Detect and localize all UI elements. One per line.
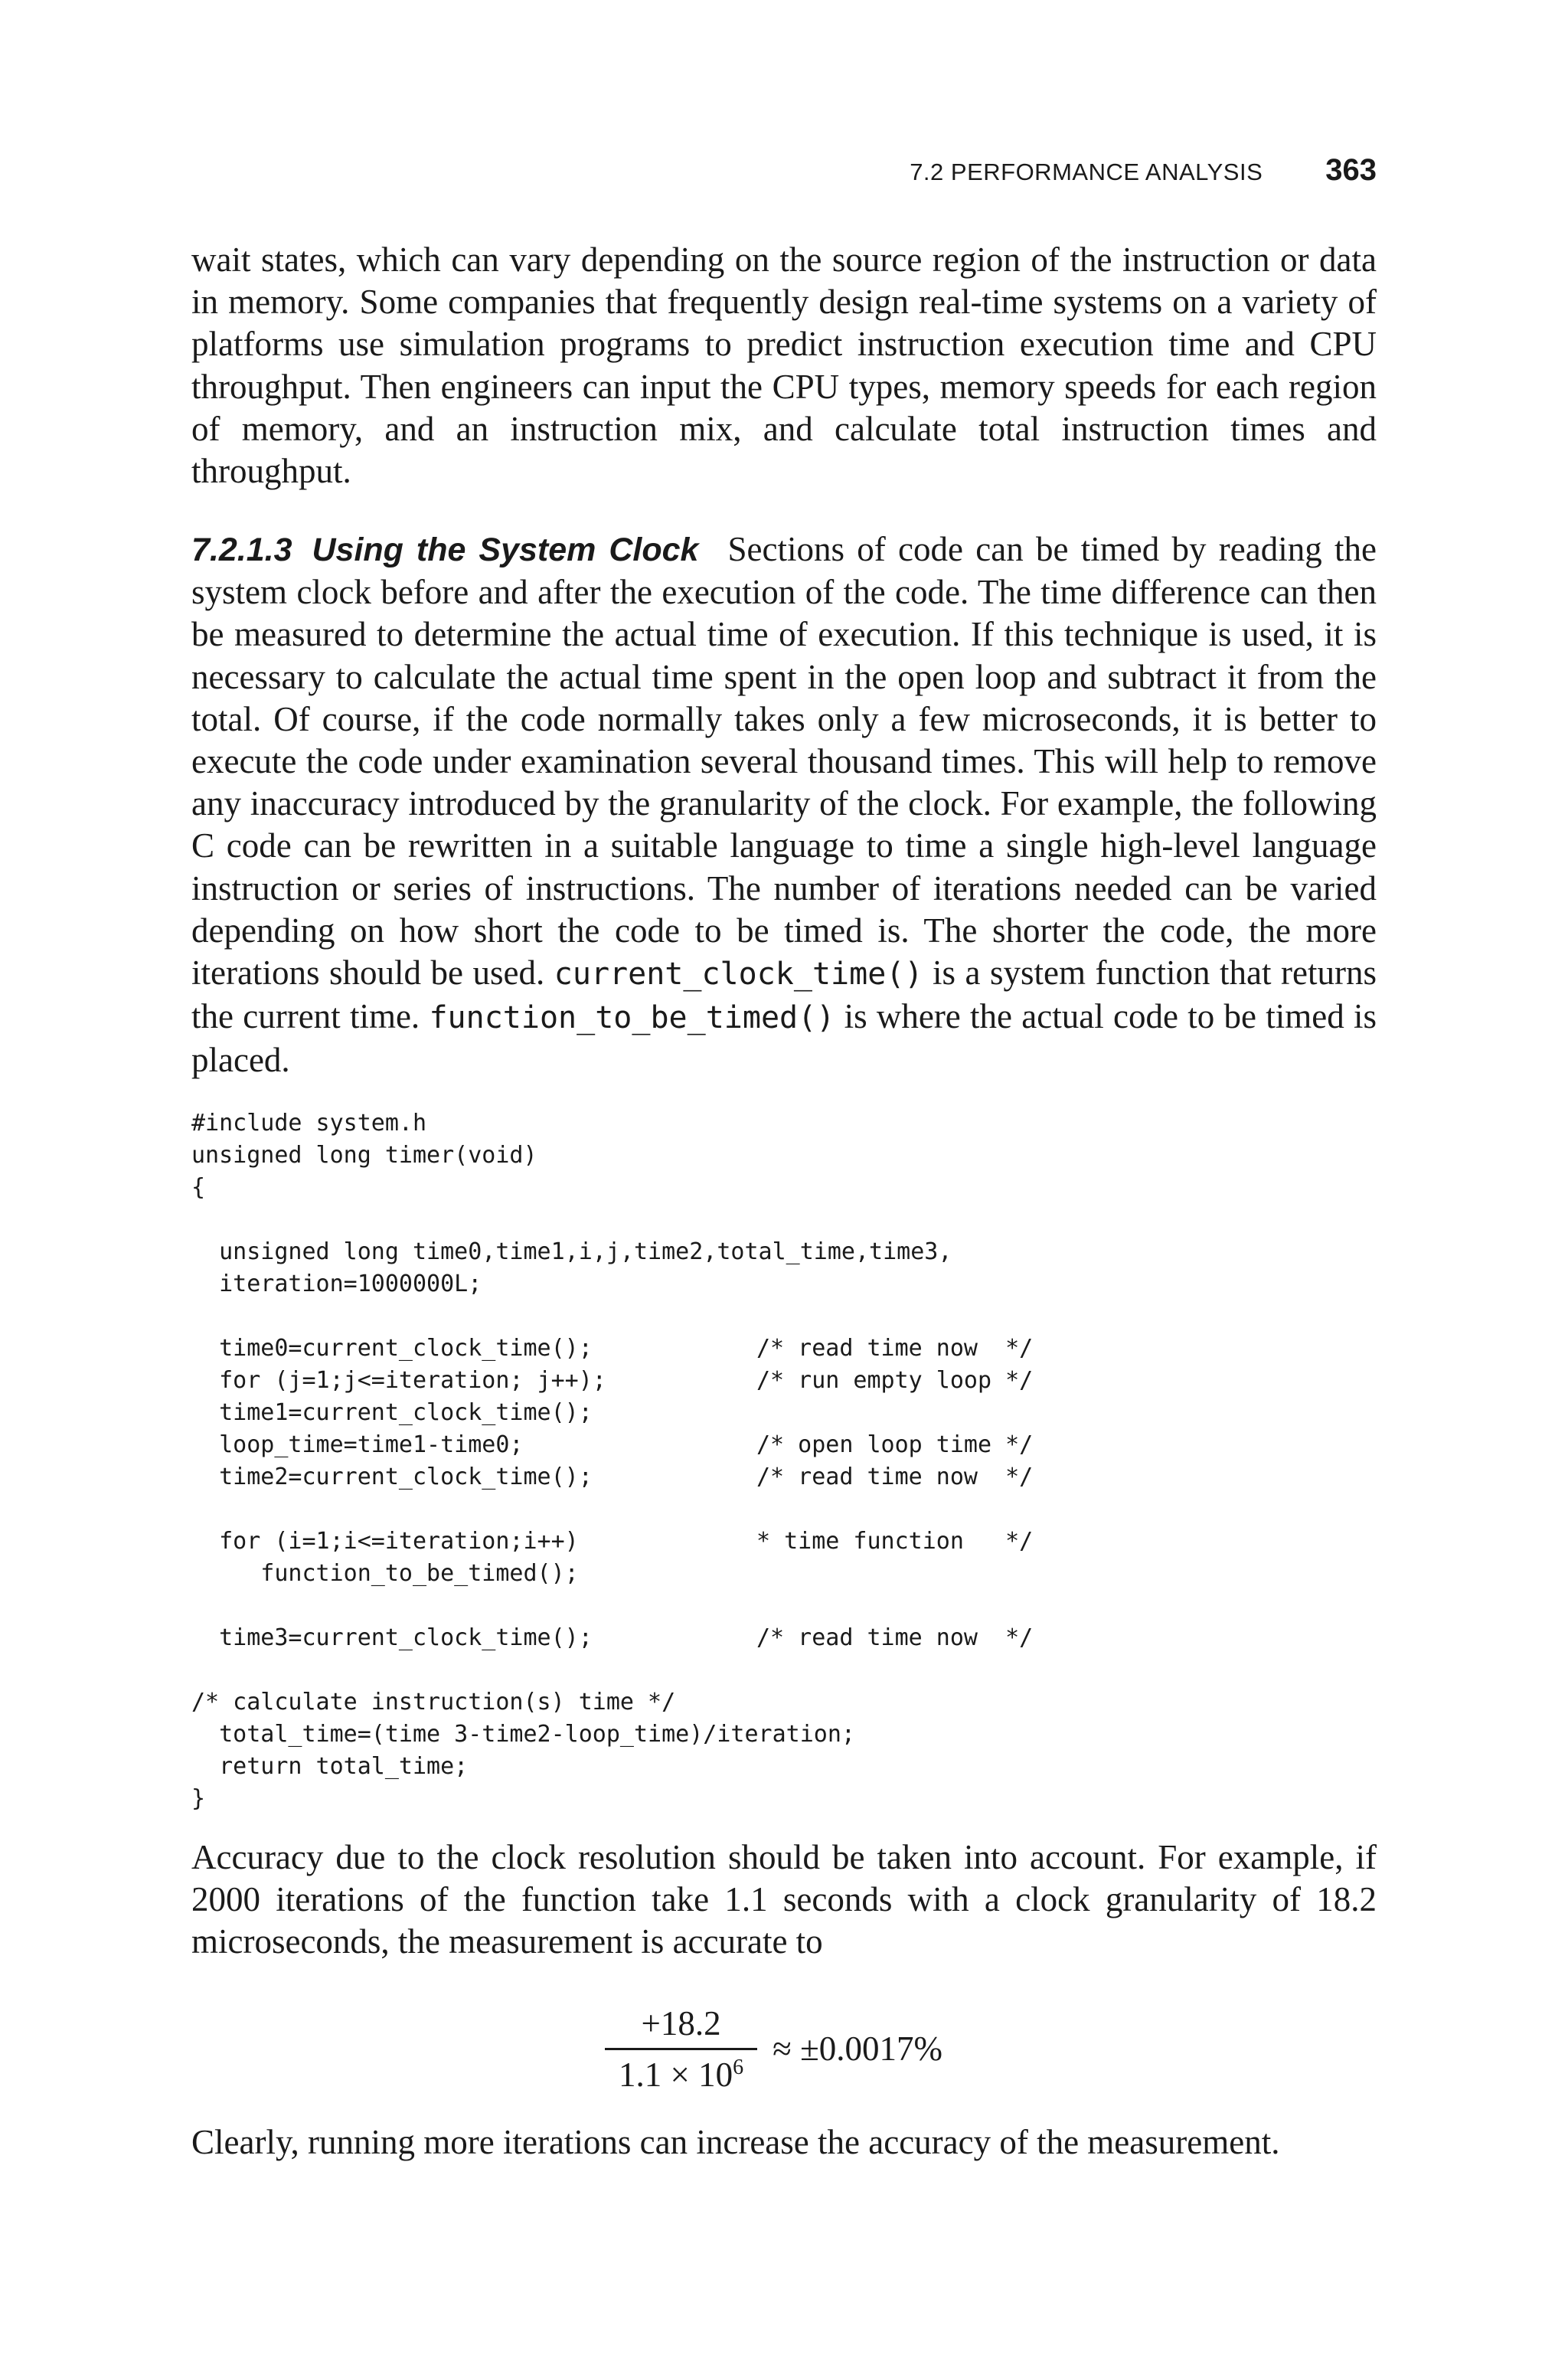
inline-code-function-to-be-timed: function_to_be_timed(): [429, 1000, 835, 1036]
section-title: Using the System Clock: [312, 531, 699, 568]
code-listing: [191, 1107, 1377, 1820]
code-line: unsigned long timer(void): [191, 1142, 537, 1169]
accuracy-equation: [605, 1991, 942, 2106]
code-line: unsigned long time0,time1,i,j,time2,total_time,time3,: [191, 1238, 952, 1265]
equation-denominator: [605, 2050, 757, 2095]
paragraph-wait-states: wait states, which can vary depending on the source region of the instruction or data in memory. Some companies that frequently design real-time systems on a variety of platforms use simulation programs to predict instruction execution time and CPU throughput. Then engineers can input the CPU types, memory speeds for each region of memory, and an instruction mix, and calculate total instruction times and throughput.: [191, 240, 1377, 491]
code-comment: /* run empty loop */: [756, 1367, 1034, 1394]
code-line: iteration=1000000L;: [191, 1271, 482, 1297]
code-comment: /* open loop time */: [756, 1431, 1034, 1458]
code-line: function_to_be_timed();: [191, 1560, 579, 1587]
code-comment: * time function */: [756, 1528, 1034, 1555]
code-line: time1=current_clock_time();: [191, 1399, 593, 1426]
inline-code-current-clock-time: current_clock_time(): [554, 957, 923, 993]
code-line: }: [191, 1785, 206, 1812]
paragraph-accuracy: Accuracy due to the clock resolution should be taken into account. For example, if 2000 iterations of the function take 1.1 seconds with a clock granularity of 18.2 microseconds, the measurement is accurate to: [191, 1838, 1377, 1961]
code-line: /* calculate instruction(s) time */: [191, 1689, 676, 1715]
equation-fraction: [605, 2003, 757, 2095]
code-line: time3=current_clock_time();: [191, 1624, 593, 1651]
code-comment: /* read time now */: [756, 1624, 1034, 1651]
section-text-3: is where the actual code to be timed is placed.: [191, 997, 1377, 1080]
section-text-1: Sections of code can be timed by reading the system clock before and after the execution of the code. The time difference can then be measured to determine the actual time of execution. If this technique is used, it is necessary to calculate the actual time spent in the open loop and subtract it from the total. Of course, if the code normally takes only a few microseconds, it is better to execute the code under examination several thousand times. This will help to remove any inaccuracy introduced by the granularity of the clock. For example, the following C code can be rewritten in a suitable language to time a single high-level language instruction or series of instructions. The number of iterations needed can be varied depending on how short the code to be timed is. The shorter the code, the more iterations should be used.: [191, 530, 1377, 993]
section-text-2: is a system function that returns the current time.: [191, 953, 1377, 1036]
code-line: {: [191, 1174, 206, 1201]
code-line: for (j=1;j<=iteration; j++);: [191, 1367, 606, 1394]
running-header-section: 7.2 PERFORMANCE ANALYSIS: [910, 159, 1263, 185]
paragraph-conclusion: Clearly, running more iterations can increase the accuracy of the measurement.: [191, 2123, 1280, 2161]
equation-numerator: +18.2: [641, 2003, 721, 2043]
code-line: for (i=1;i<=iteration;i++): [191, 1528, 579, 1555]
running-header: [910, 153, 1377, 199]
code-line: return total_time;: [191, 1753, 469, 1780]
code-line: time0=current_clock_time();: [191, 1335, 593, 1362]
code-line: loop_time=time1-time0;: [191, 1431, 524, 1458]
equation-result: ≈ ±0.0017%: [773, 2029, 943, 2068]
code-line: total_time=(time 3-time2-loop_time)/iteration;: [191, 1721, 855, 1748]
page-number: 363: [1325, 153, 1377, 187]
section-number: 7.2.1.3: [191, 531, 292, 568]
code-line: time2=current_clock_time();: [191, 1464, 593, 1490]
denominator-exponent: 6: [733, 2055, 744, 2079]
code-line: #include system.h: [191, 1110, 427, 1137]
section-paragraph-system-clock: [191, 528, 1377, 1082]
code-comment: /* read time now */: [756, 1335, 1034, 1362]
code-comment: /* read time now */: [756, 1464, 1034, 1490]
denominator-base: 1.1 × 10: [619, 2055, 733, 2094]
